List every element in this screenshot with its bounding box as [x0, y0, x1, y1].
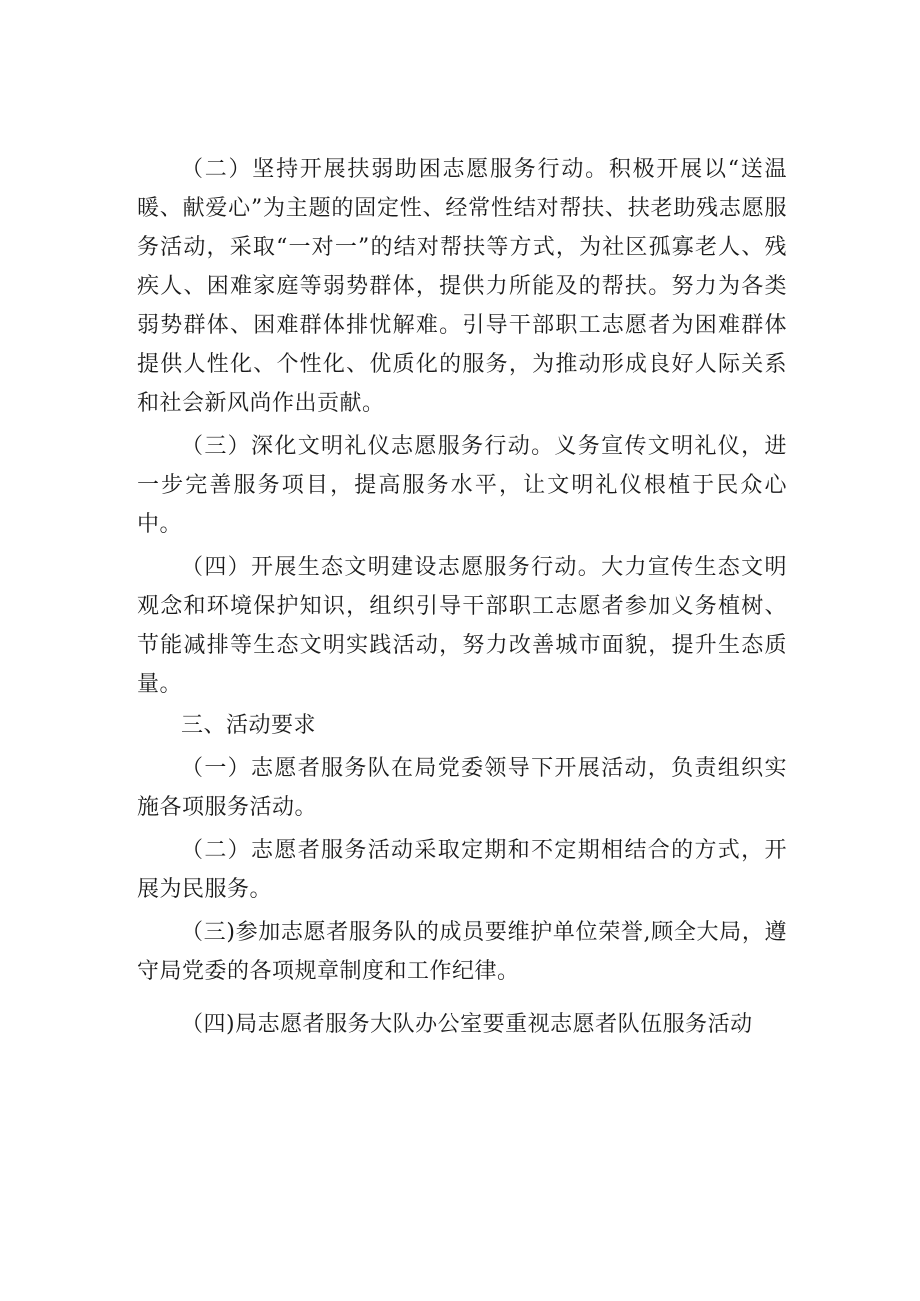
- document-body: [137, 150, 787, 1044]
- paragraph-requirement-2: （二）志愿者服务活动采取定期和不定期相结合的方式，开展为民服务。: [137, 838, 787, 902]
- paragraph-assist-vulnerable: （二）坚持开展扶弱助困志愿服务行动。积极开展以“送温暖、献爱心”为主题的固定性、经常性结对帮扶、扶老助残志愿服务活动，采取“一对一”的结对帮扶等方式，为社区孤寡老人、残疾人、困难家庭等弱势群体，提供力所能及的帮扶。努力为各类弱势群体、困难群体排忧解难。引导干部职工志愿者为困难群体提供人性化、个性化、优质化的服务，为推动形成良好人际关系和社会新风尚作出贡献。: [137, 157, 787, 416]
- paragraph-ecology: （四）开展生态文明建设志愿服务行动。大力宣传生态文明观念和环境保护知识，组织引导干部职工志愿者参加义务植树、节能减排等生态文明实践活动，努力改善城市面貌，提升生态质量。: [137, 555, 787, 697]
- paragraph-requirement-1: （一）志愿者服务队在局党委领导下开展活动，负责组织实施各项服务活动。: [137, 756, 787, 820]
- paragraph-requirement-3: （三)参加志愿者服务队的成员要维护单位荣誉,顾全大局，遵守局党委的各项规章制度和工作纪律。: [137, 920, 787, 984]
- paragraph-etiquette: （三）深化文明礼仪志愿服务行动。义务宣传文明礼仪，进一步完善服务项目，提高服务水平，让文明礼仪根植于民众心中。: [137, 434, 787, 537]
- section-heading-requirements: 三、活动要求: [181, 713, 317, 738]
- paragraph-requirement-4: （四)局志愿者服务大队办公室要重视志愿者队伍服务活动: [181, 1012, 753, 1037]
